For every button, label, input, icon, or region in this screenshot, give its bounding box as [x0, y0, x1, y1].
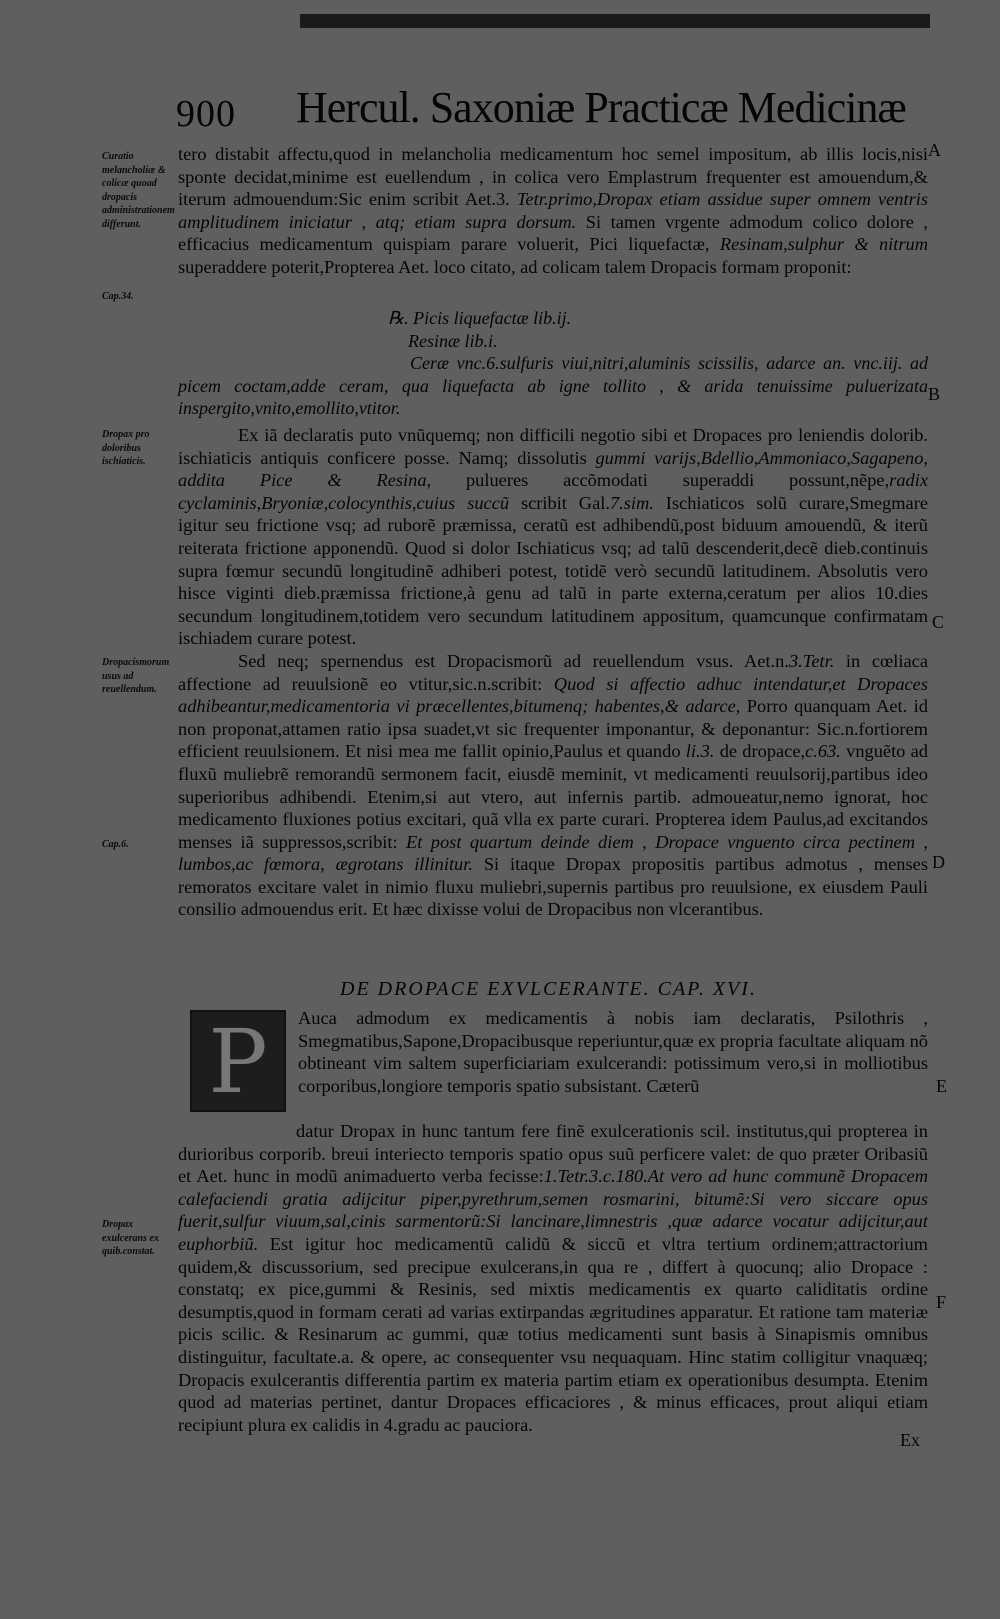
text-run: in cœliaca affectione ad reuulsionẽ eo vtitur,sic.n.scribit:: [178, 650, 928, 694]
text-run-italic: radix cyclaminis,Bryoniæ,colocynthis,cuius succũ: [178, 470, 928, 513]
paragraph-reuellendum: [178, 650, 928, 921]
section-dropaces: [178, 424, 928, 921]
paragraph-exulcerante-top: Auca admodum ex medicamentis à nobis iam declaratis, Psilothris , Smegmatibus,Sapone,Dropacibusque reperiuntur,quæ ex propria facultate aliquam nõ obtineant vim saltem superficiariam exulcerandi: potissimum vero,si in molliotibus corporibus,longiore temporis spatio subsistant. Cæterũ: [298, 1008, 928, 1096]
chapter-heading: DE DROPACE EXVLCERANTE. CAP. XVI.: [340, 978, 757, 1000]
text-run: Si itaque Dropax propositis partibus admotus , menses remoratos excitare valet in nimio fluxu muliebri,supernis partibus pro reuulsione, ex eiusdem Pauli consilio admouendus erit. Et hæc dixisse volui de Dropacibus non vlcerantibus.: [178, 854, 928, 920]
margin-note-ischiatic: Dropax pro doloribus ischiaticis.: [102, 429, 150, 467]
text-run-italic: li.3.: [685, 741, 715, 762]
text-run: de dropace,: [719, 741, 806, 762]
margin-note-reuellendum: Dropacismorum usus ad reuellendum.: [102, 657, 170, 695]
text-run-italic: gummi varijs,Bdellio,Ammoniaco,Sagapeno, addita Pice & Resina,: [178, 447, 928, 491]
margin-note-cap6: Cap.6.: [102, 839, 129, 850]
text-run: tero distabit affectu,quod in melancholia medicamentum hoc semel impositum, ab illis locis,nisi sponte decidat,minime est euellendum , in colica vero Emplastrum frequenter est amouendum,& iterum admouendum:Sic enim scribit Aet.3.: [178, 144, 928, 210]
text-run: Est igitur hoc medicamentũ calidũ & siccũ et vltra tertium ordinem;attractorium quidem,& discussorium, sed precipue exulcerans,in qua re , differt à quocunq; alio Dropace : constatq; ex pice,gummi & Resinis, sed mixtis medicamentis ex quarto caliditatis ordine desumptis,quod in formam cerati ad varias extirpandas ægritudines apparatur. Et ratione tam materiæ picis scilic. & Resinarum ac gummi, quæ totius medicamenti sunt basis à Sinapismis omnibus distinguitur, facultate.a. & opere, ac consequenter vsu nequaquam. Hinc statim colligitur vnaquæq; Dropacis exulcerantis differentia partim ex materia partim etiam ex operationibus desumpta. Etenim quod ad materias pertinet, dantur Dropaces efficaciores , & minus efficaces, prout aliqui etiam recipiunt plura ex calidis in 4.gradu ac pauciora.: [178, 1233, 928, 1435]
text-run: Sed neq; spernendus est Dropacismorũ ad reuellendum vsus. Aet.n.: [238, 650, 789, 671]
text-run-italic: Resinam,sulphur & nitrum: [719, 234, 929, 255]
side-letter-d: D: [932, 852, 945, 872]
recipe-block: [178, 307, 928, 420]
paragraph-ischiatic: [178, 424, 928, 650]
margin-note-cap34: Cap.34.: [102, 291, 134, 302]
side-letter-c: C: [932, 612, 945, 632]
recipe-line-3: Ceræ vnc.6.sulfuris viui,nitri,aluminis scissilis, adarce an. vnc.iij. ad picem coctam,adde ceram, qua liquefacta ab igne tollito , & arida tenuissime puluerizata inspergito,vnito,emollito,vtitor.: [178, 353, 928, 419]
text-run-italic: c.63.: [805, 741, 841, 762]
text-run-italic: 7.sim.: [609, 492, 654, 513]
text-run-italic: Tetr.primo,Dropax etiam assidue super omnem ventris amplitudinem iniciatur , atq; etiam supra dorsum.: [178, 189, 928, 232]
text-run: datur Dropax in hunc tantum fere finẽ exulcerationis scil. institutus,qui propterea in durioribus corporib. breui interiecto temporis spatio opus suũ perficere valet: de quo præter Oribasiũ et Aet. hunc in modũ animaduerto verba fecisse:: [178, 1121, 928, 1187]
top-black-bar: [300, 14, 930, 28]
paragraph-exulcerante: [178, 1120, 928, 1436]
recipe-line-3-wrap: [178, 352, 928, 420]
side-letter-e: E: [936, 1076, 947, 1096]
text-run-italic: Et post quartum deinde diem , Dropace vnguento circa pectinem , lumbos,ac fœmora, ægrotans illinitur.: [178, 831, 928, 875]
text-run: Si tamen vrgente admodum colico dolore , efficacius medicamentum quispiam parare voluerit, Pici liquefactæ,: [178, 211, 928, 255]
paragraph-colica: [178, 143, 928, 279]
text-run: pulueres accõmodati superaddi possunt,nẽpe,: [465, 470, 890, 491]
side-letter-b: B: [928, 384, 941, 404]
catchword: Ex: [900, 1430, 920, 1450]
running-head: Hercul. Saxoniæ Practicæ Medicinæ: [296, 83, 906, 132]
text-run: Ex iã declaratis puto vnũquemq; non difficili negotio sibi et Dropaces pro leniendis dolorib. ischiaticis antiquis conficere posse. Namq; dissolutis: [178, 425, 928, 468]
text-run: Porro quanquam Aet. id non proponat,attamen ratio ipsa suadet,vt sic frequenter imponantur, & deponantur: Sic.n.fortiorem efficient reuulsionem. Et nisi mea me fallit opinio,Paulus et quando: [178, 696, 928, 762]
text-run: vnguẽto ad fluxũ muliebrẽ remorandũ sermonem facit, eiusdẽ meminit, vt medicamenti reuulsorij,partibus ideo superioribus adhibendi. Etenim,si aut vtero, aut infernis partib. admoueatur,nemo ignorat, hoc medicamento fluxiones potius excitari, quã vlla ex parte curari. Propterea idem Paulus,ad excitandos menses iã suppressos,scribit:: [178, 741, 928, 852]
page-number: 900: [176, 93, 236, 135]
text-run-italic: 1.Tetr.3.c.180.At vero ad hunc communẽ Dropacem calefaciendi gratia adijcitur piper,pyrethrum,semen rosmarini, bitumẽ:Si vero siccare opus fuerit,sulfur viuum,sal,cinis sarmentorũ:Si lancinare,limnestris ,quæ adarce vocatur adijcitur,aut euphorbiũ.: [178, 1166, 928, 1254]
text-run-italic: Quod si affectio adhuc intendatur,et Dropaces adhibeantur,medicamentoria vi præcellentes,bitumenq; habentes,& adarce,: [178, 673, 928, 717]
drop-cap-initial: P: [190, 1010, 286, 1112]
text-run: scribit Gal.: [520, 492, 610, 513]
text-run-italic: 3.Tetr.: [788, 650, 835, 671]
side-letter-a: A: [928, 140, 941, 160]
recipe-line-2: Resinæ lib.i.: [408, 330, 498, 351]
text-run: Ischiaticos solũ curare,Smegmare igitur seu frictione vsq; ad ruborẽ præmissa, ceratũ est adhibendũ,post biduum amouendũ, & iterũ reiterata frictione apponendũ. Quod si dolor Ischiaticus vsq; ad talũ descenderit,decẽ dieb.continuis supra fœmur secundũ longitudinẽ adhiberi potest, totidẽ verò secundũ latitudinem. Absolutis vero hisce viginti dieb.præmissa frictione,à genu ad talũ in parte externa,ceratum per alios 10.dies secundum longitudinem,totidem vero secundum latitudinem appositum, quamcunque confirmatam ischiadem curare potest.: [178, 492, 928, 649]
recipe-line-1: ℞. Picis liquefactæ lib.ij.: [388, 308, 572, 328]
margin-note-exulcerans: Dropax exulcerans ex quib.constat.: [102, 1219, 159, 1257]
text-run: superaddere poterit,Propterea Aet. loco citato, ad colicam talem Dropacis formam proponit:: [178, 256, 852, 277]
side-letter-f: F: [936, 1292, 947, 1312]
margin-note-melancholia: Curatio melancholiæ & colicæ quoad dropacis administrationem differunt.: [102, 151, 175, 230]
